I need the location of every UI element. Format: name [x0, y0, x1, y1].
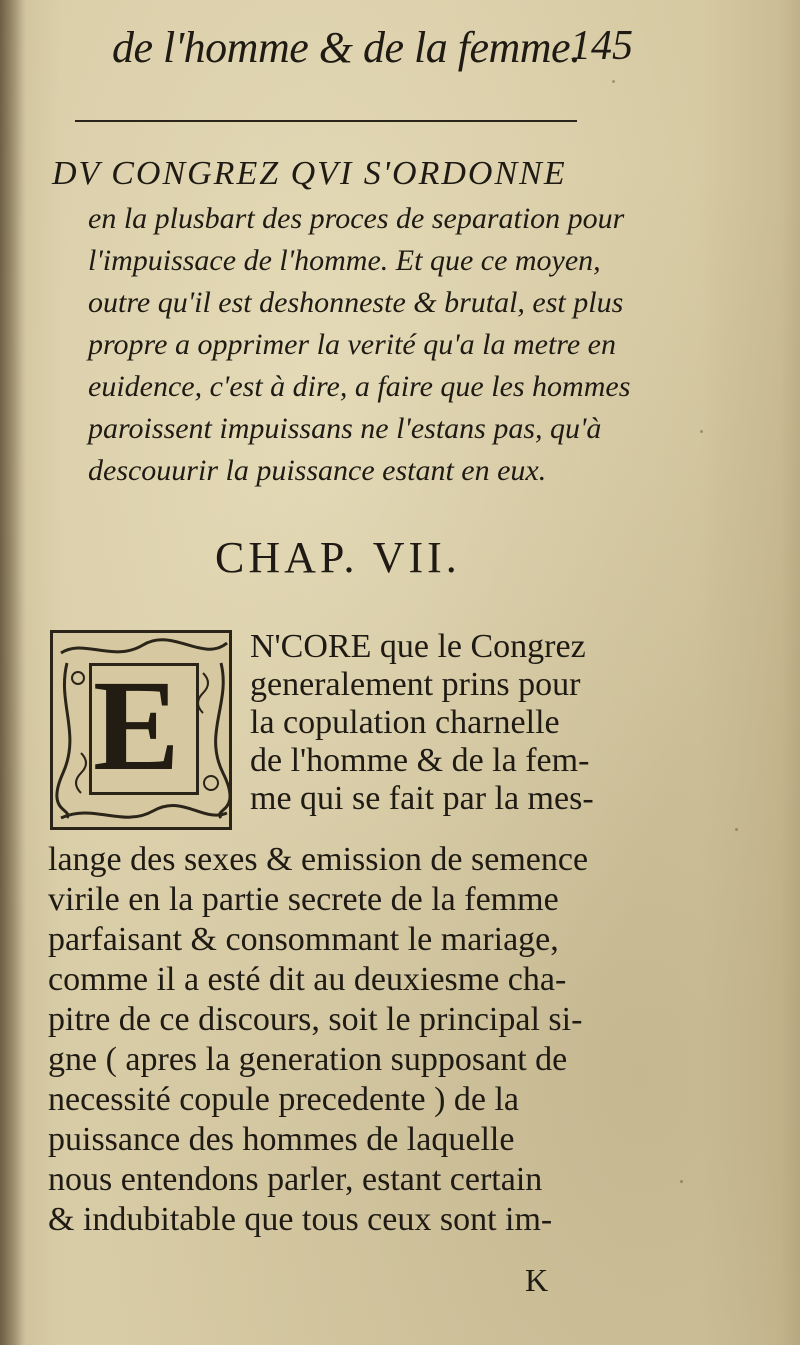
body-line: comme il a esté dit au deuxiesme cha- — [48, 961, 567, 998]
heading-line: descouurir la puissance estant en eux. — [88, 454, 547, 487]
body-line: virile en la partie secrete de la femme — [48, 881, 559, 918]
page-number: 145 — [570, 23, 633, 69]
paper-fleck — [735, 828, 738, 831]
body-line: & indubitable que tous ceux sont im- — [48, 1201, 553, 1238]
body-text — [48, 840, 638, 1240]
body-line: gne ( apres la generation supposant de — [48, 1041, 568, 1078]
body-line: parfaisant & consommant le mariage, — [48, 921, 559, 958]
paper-fleck — [700, 430, 703, 433]
heading-line: DV CONGREZ QVI S'ORDONNE — [52, 155, 567, 192]
header-rule — [75, 120, 577, 122]
gutter-shadow — [0, 0, 26, 1345]
paper-fleck — [612, 80, 615, 83]
body-line: de l'homme & de la fem- — [250, 742, 590, 779]
body-first-lines — [250, 628, 650, 818]
body-line: N'CORE que le Congrez — [250, 628, 586, 665]
heading-line: en la plusbart des proces de separation pour — [88, 202, 625, 235]
chapter-title: CHAP. VII. — [215, 533, 461, 582]
paper-fleck — [680, 1180, 683, 1183]
body-line: pitre de ce discours, soit le principal si- — [48, 1001, 583, 1038]
body-line: necessité copule precedente ) de la — [48, 1081, 520, 1118]
body-line: lange des sexes & emission de semence — [48, 841, 589, 878]
body-line: generalement prins pour — [250, 666, 581, 703]
heading-line: l'impuissace de l'homme. Et que ce moyen, — [88, 244, 601, 277]
body-line: puissance des hommes de laquelle — [48, 1121, 515, 1158]
catchword: K — [525, 1262, 549, 1298]
heading-line: propre a opprimer la verité qu'a la metre en — [88, 328, 616, 361]
body-line: me qui se fait par la mes- — [250, 780, 594, 817]
heading-line: outre qu'il est deshonneste & brutal, est plus — [88, 286, 624, 319]
running-title: de l'homme & de la femme. — [112, 23, 581, 72]
body-line: la copulation charnelle — [250, 704, 560, 741]
heading-line: euidence, c'est à dire, a faire que les hommes — [88, 370, 631, 403]
decorated-initial — [50, 630, 232, 830]
heading-line: paroissent impuissans ne l'estans pas, qu'à — [88, 412, 602, 445]
body-line: nous entendons parler, estant certain — [48, 1161, 543, 1198]
chapter-heading — [52, 150, 642, 492]
running-head — [100, 18, 660, 78]
initial-letter: E — [93, 654, 180, 798]
